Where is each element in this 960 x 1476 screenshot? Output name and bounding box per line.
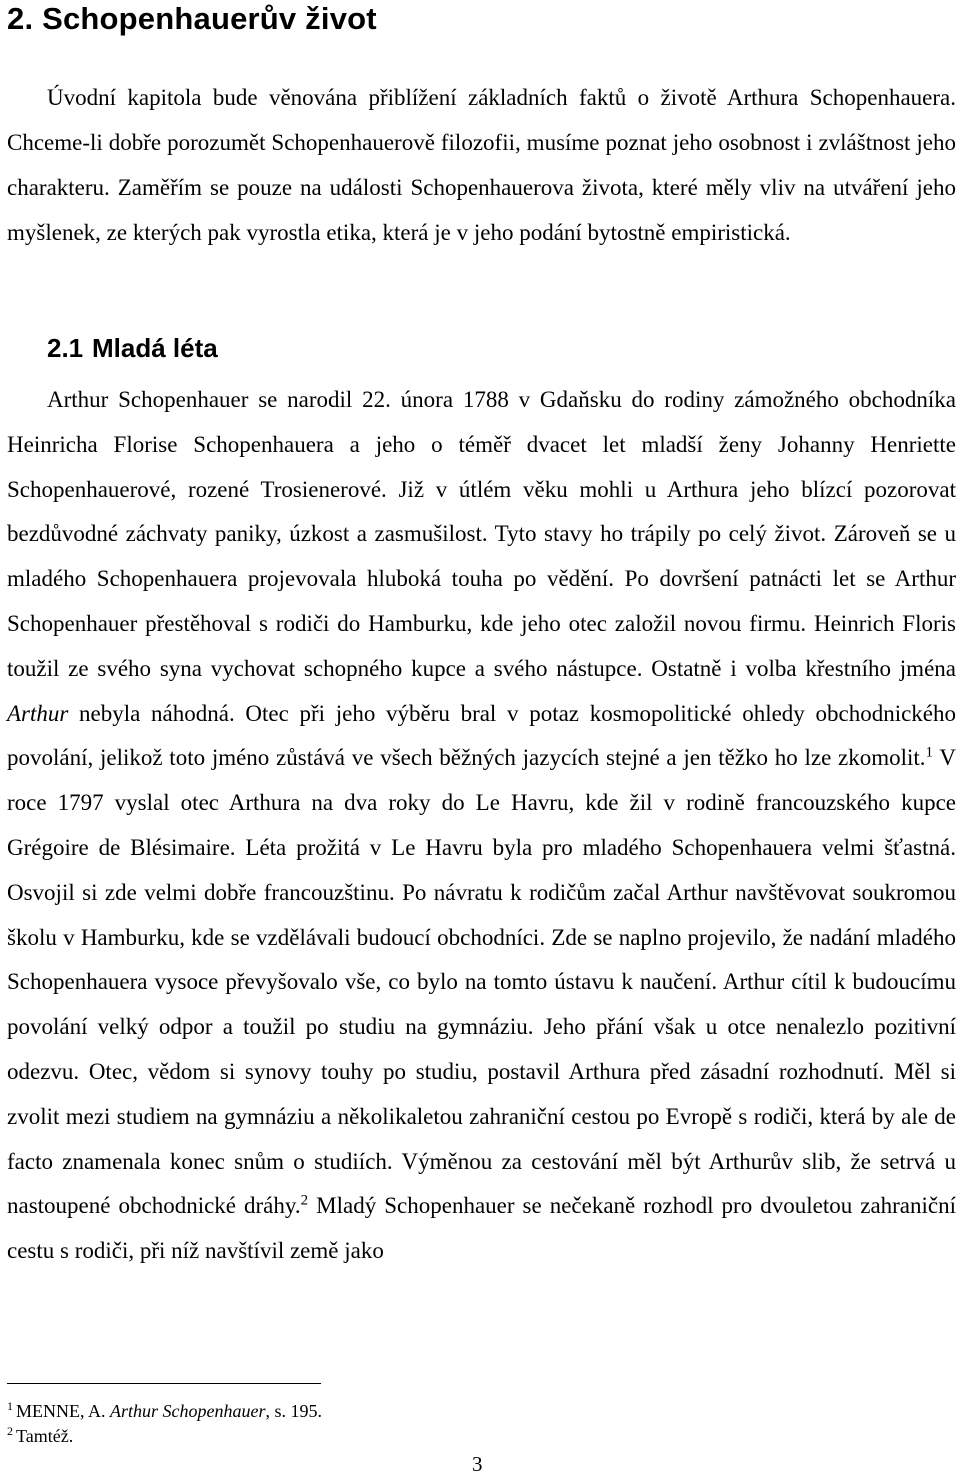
footnote-1-mark: 1 — [7, 1399, 13, 1413]
footnote-ref-1[interactable]: 1 — [925, 744, 934, 761]
section-title: Mladá léta — [92, 333, 218, 363]
section-number: 2.1 — [47, 333, 84, 363]
body-text-d: Mladý Schopenhauer se nečekaně rozhodl pro dvouletou zahraniční cestu s rodiči, při níž navštívil země jako — [7, 1193, 957, 1264]
footnote-2-mark: 2 — [7, 1424, 13, 1438]
footnote-2-text: Tamtéž. — [16, 1426, 74, 1446]
footnote-separator — [7, 1383, 321, 1384]
body-italic-name: Arthur — [7, 700, 69, 726]
footnote-1 — [7, 1400, 322, 1422]
intro-paragraph — [7, 75, 956, 255]
page-number: 3 — [472, 1452, 483, 1476]
body-paragraph — [7, 378, 956, 1274]
chapter-heading: 2. Schopenhauerův život — [7, 1, 377, 36]
footnote-2 — [7, 1425, 73, 1447]
body-text-b: nebyla náhodná. Otec při jeho výběru bral v potaz kosmopolitické ohledy obchodnického povolání, jelikož toto jméno zůstává ve všech běžných jazycích stejné a jen těžko ho lze zkomolit. — [7, 700, 956, 771]
footnote-ref-2[interactable]: 2 — [300, 1192, 309, 1209]
section-heading — [47, 331, 218, 365]
footnote-1-title: Arthur Schopenhauer — [110, 1401, 266, 1421]
intro-text: Úvodní kapitola bude věnována přiblížení základních faktů o životě Arthura Schopenhauera. Chceme-li dobře porozumět Schopenhauerově filozofii, musíme poznat jeho osobnost i zvláštnost jeho charakteru. Zaměřím se pouze na události Schopenhauerova života, které měly vliv na utváření jeho myšlenek, ze kterých pak vyrostla etika, která je v jeho podání bytostně empiristická. — [7, 85, 956, 245]
footnote-1-author: MENNE, A. — [16, 1401, 106, 1421]
body-text-a: Arthur Schopenhauer se narodil 22. února 1788 v Gdaňsku do rodiny zámožného obchodníka Heinricha Florise Schopenhauera a jeho o téměř dvacet let mladší ženy Johanny Henriette Schopenhauerové, rozené Trosienerové. Již v útlém věku mohli u Arthura jeho blízcí pozorovat bezdůvodné záchvaty paniky, úzkost a zasmušilost. Tyto stavy ho trápily po celý život. Zároveň se u mladého Schopenhauera projevovala hluboká touha po vědění. Po dovršení patnácti let se Arthur Schopenhauer přestěhoval s rodiči do Hamburku, kde jeho otec založil novou firmu. Heinrich Floris toužil ze svého syna vychovat schopného kupce a svého nástupce. Ostatně i volba křestního jména — [7, 387, 956, 681]
footnote-1-page: , s. 195. — [265, 1401, 322, 1421]
body-text-c: V roce 1797 vyslal otec Arthura na dva roky do Le Havru, kde žil v rodině francouzského kupce Grégoire de Blésimaire. Léta prožitá v Le Havru byla pro mladého Schopenhauera velmi šťastná. Osvojil si zde velmi dobře francouzštinu. Po návratu k rodičům začal Arthur navštěvovat soukromou školu v Hamburku, kde se vzdělávali budoucí obchodníci. Zde se naplno projevilo, že nadání mladého Schopenhauera vysoce převyšovalo vše, co bylo na tomto ústavu k naučení. Arthur cítil k budoucímu povolání velký odpor a toužil po studiu na gymnáziu. Jeho přání však u otce nenalezlo pozitivní odezvu. Otec, vědom si synovy touhy po studiu, postavil Arthura před zásadní rozhodnutí. Měl si zvolit mezi studiem na gymnáziu a několikaletou zahraniční cestou po Evropě s rodiči, která by ale de facto znamenala konec snům o studiích. Výměnou za cestování měl být Arthurův slib, že setrvá u nastoupené obchodnické dráhy. — [7, 745, 956, 1219]
